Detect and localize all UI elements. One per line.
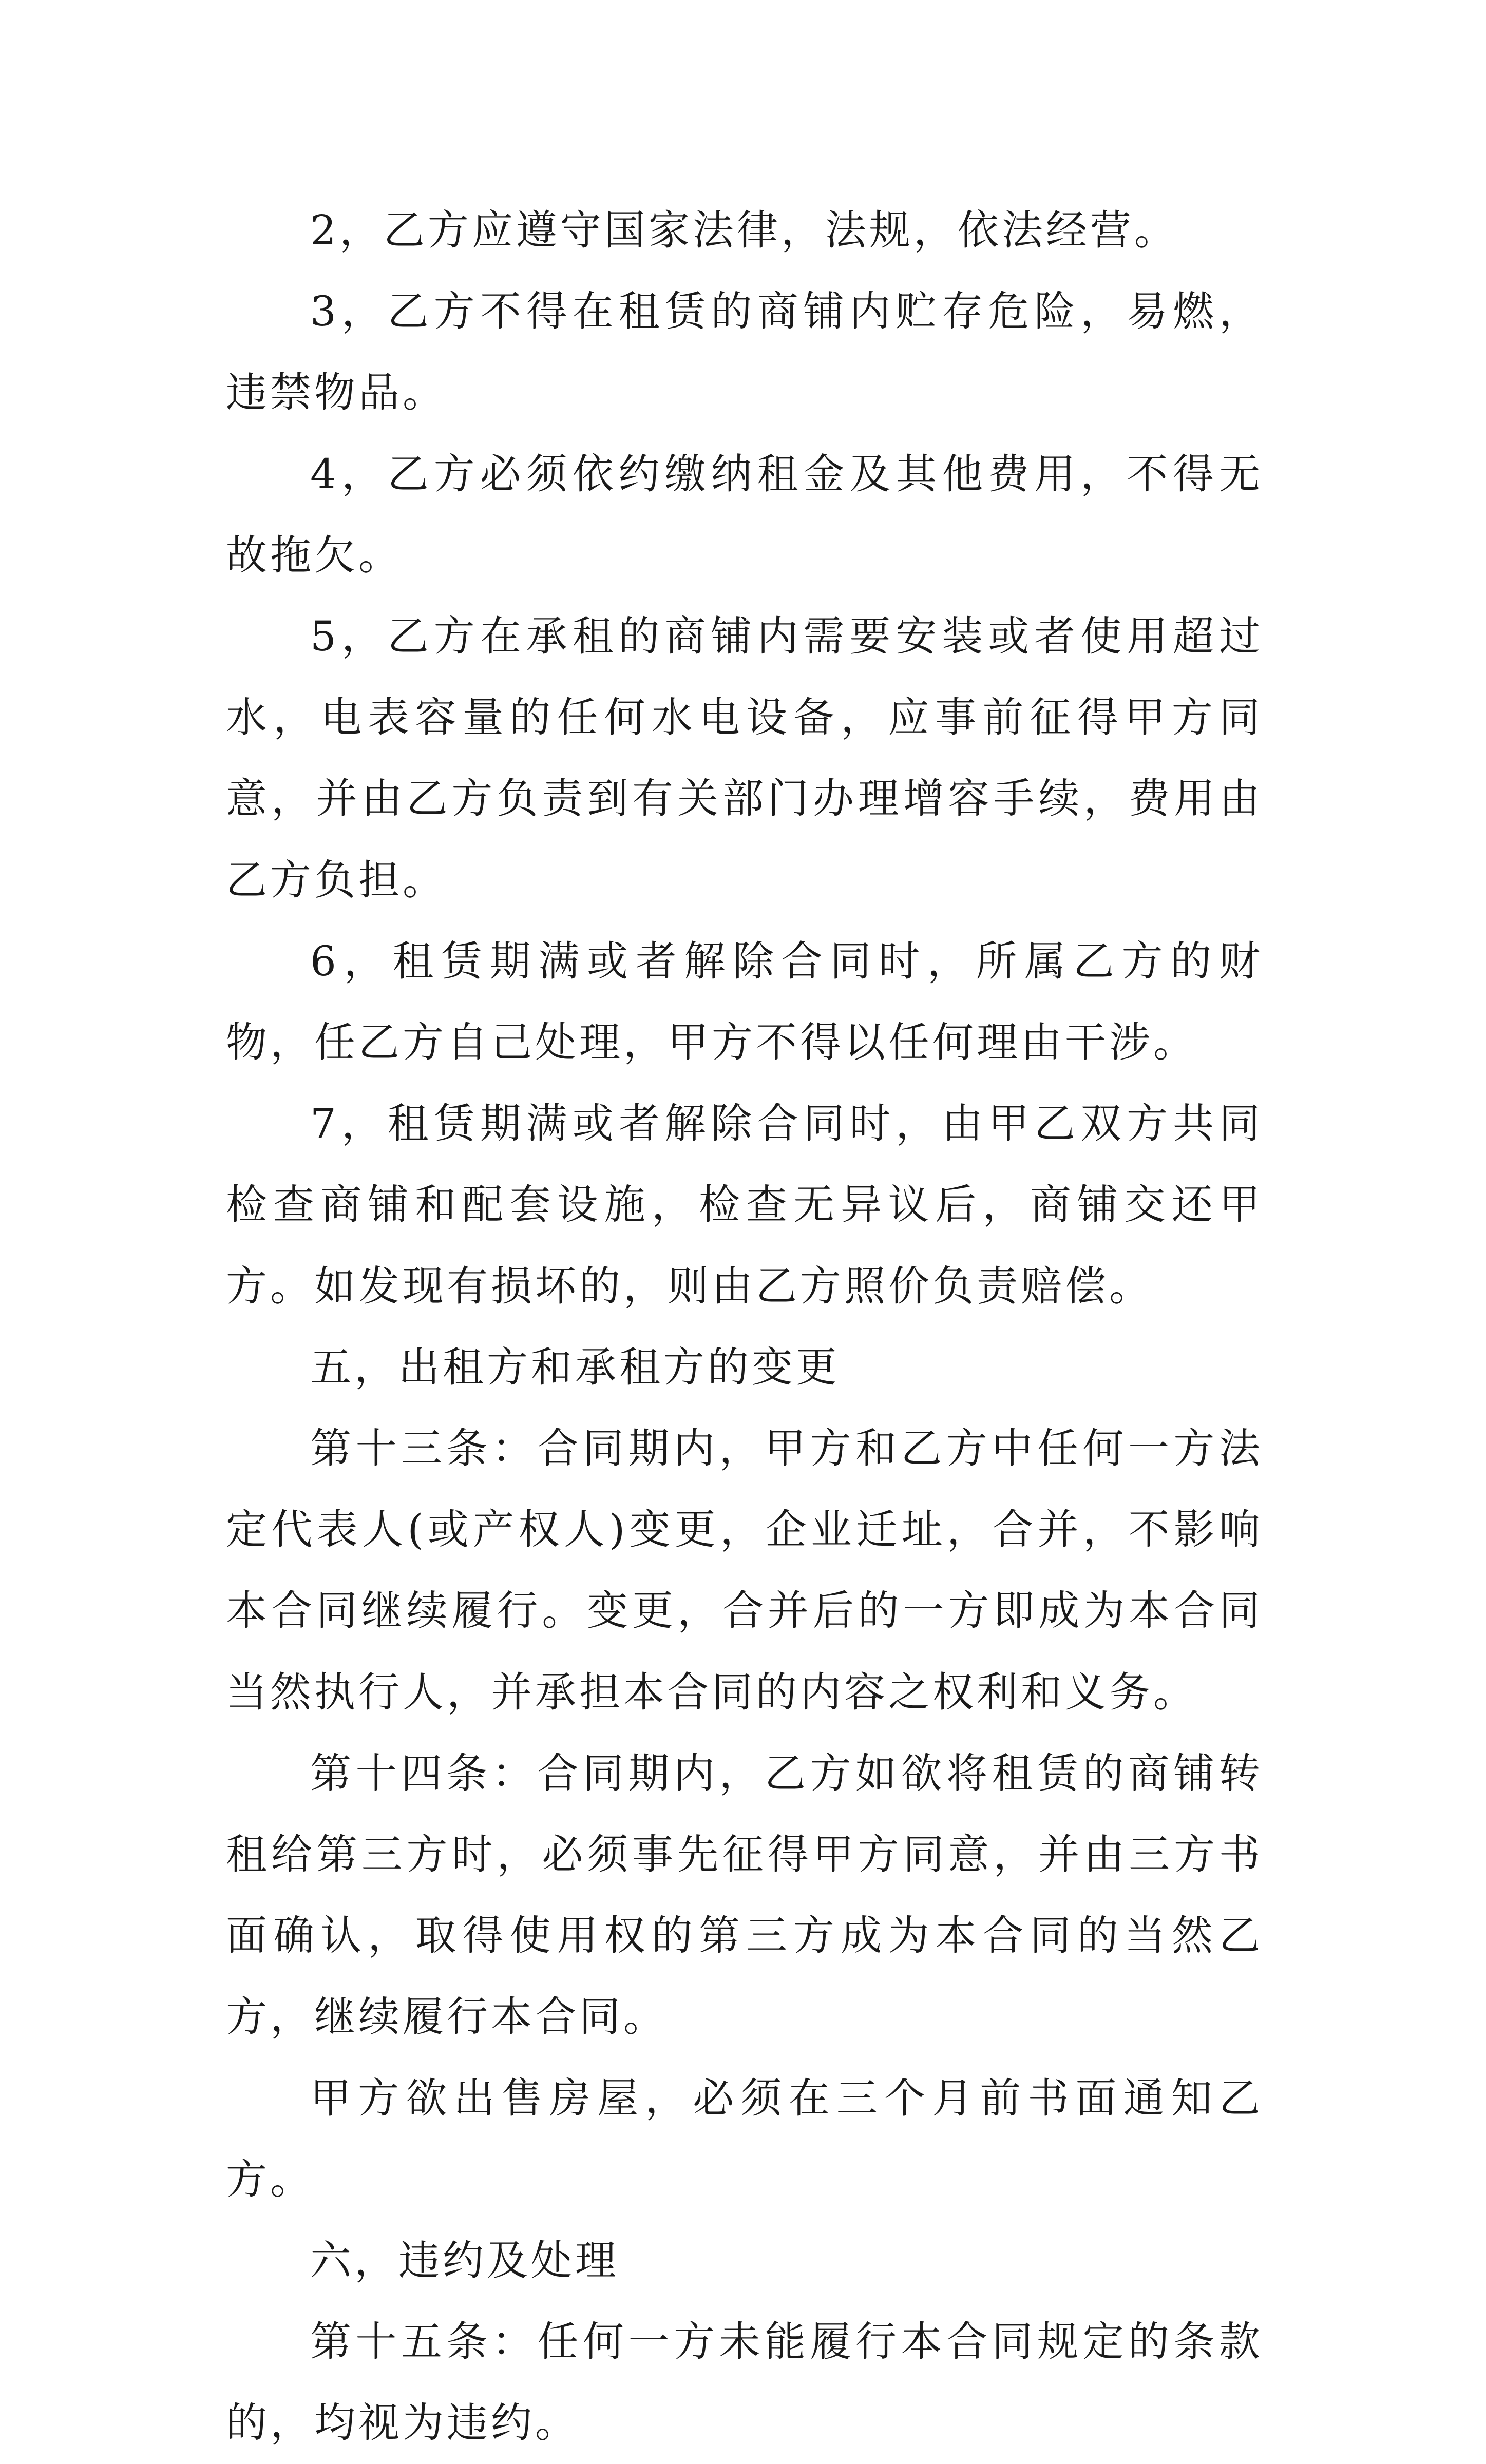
- section-heading-5: 五，出租方和承租方的变更: [310, 1343, 840, 1391]
- document-body: [226, 190, 1263, 2464]
- paragraph-clause-3: 3，乙方不得在租赁的商铺内贮存危险，易燃，违禁物品。: [226, 287, 1263, 417]
- paragraph-article-13: 第十三条：合同期内，甲方和乙方中任何一方法定代表人(或产权人)变更，企业迁址，合并，不影响本合同继续履行。变更，合并后的一方即成为本合同当然执行人，并承担本合同的内容之权利和义务。: [226, 1424, 1263, 1716]
- section-heading-6: 六，违约及处理: [310, 2237, 619, 2285]
- paragraph-clause-7: 7，租赁期满或者解除合同时，由甲乙双方共同检查商铺和配套设施，检查无异议后，商铺交还甲方。如发现有损坏的，则由乙方照价负责赔偿。: [226, 1100, 1263, 1310]
- paragraph-clause-4: 4，乙方必须依约缴纳租金及其他费用，不得无故拖欠。: [226, 450, 1263, 579]
- paragraph-clause-5: 5，乙方在承租的商铺内需要安装或者使用超过水，电表容量的任何水电设备，应事前征得甲方同意，并由乙方负责到有关部门办理增容手续，费用由乙方负担。: [226, 612, 1263, 904]
- paragraph-sale-notice: 甲方欲出售房屋，必须在三个月前书面通知乙方。: [226, 2074, 1263, 2203]
- paragraph-article-14: 第十四条：合同期内，乙方如欲将租赁的商铺转租给第三方时，必须事先征得甲方同意，并由三方书面确认，取得使用权的第三方成为本合同的当然乙方，继续履行本合同。: [226, 1749, 1263, 2041]
- paragraph-article-15: 第十五条：任何一方未能履行本合同规定的条款的，均视为违约。: [226, 2318, 1263, 2447]
- paragraph-clause-2: 2，乙方应遵守国家法律，法规，依法经营。: [310, 206, 1178, 254]
- paragraph-clause-6: 6，租赁期满或者解除合同时，所属乙方的财物，任乙方自己处理，甲方不得以任何理由干涉。: [226, 937, 1263, 1067]
